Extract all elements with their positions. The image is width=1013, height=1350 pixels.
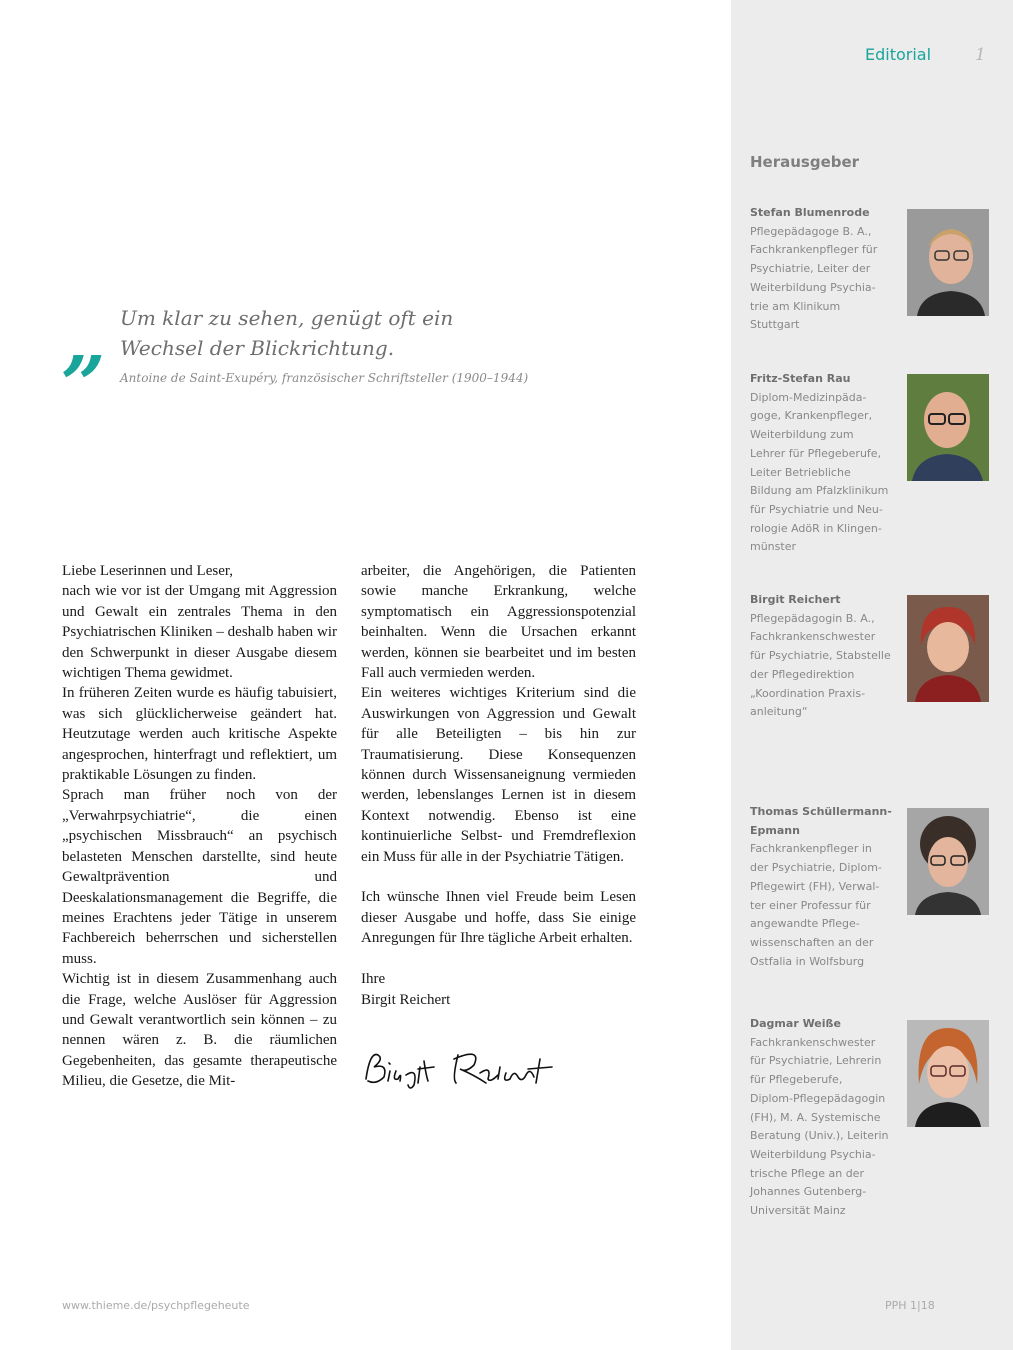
- editor-name: Stefan Blumenrode: [750, 206, 870, 219]
- paragraph: Sprach man früher noch von der „Verwahrpsychiatrie“, die einen „psychischen Missbrauch“ an psychisch belasteten Menschen darstellte, sind heute Gewaltprävention und Deeskalationsmanagement die Begriffe, die meines Erachtens jeder Tätige in unserem Fachbereich beherrschen und sicherstellen muss.: [62, 787, 337, 967]
- quote-mark-icon: „: [62, 295, 107, 386]
- editor-photo: [907, 595, 989, 702]
- quote-text: Um klar zu sehen, genügt oft ein Wechsel der Blickrichtung.: [120, 306, 454, 360]
- editor-name: Fritz-Stefan Rau: [750, 372, 851, 385]
- editor-description: Fachkrankenschwester für Psychiatrie, Lehrerin für Pflegeberufe, Diplom-Pflegepädagogin (FH), M. A. Systemische Beratung (Univ.), Leiterin Weiterbildung Psychia- trische Pflege an der Johannes Gutenberg- Universität Mainz: [750, 1035, 889, 1218]
- quote-source: Antoine de Saint-Exupéry, französischer Schriftsteller (1900–1944): [120, 371, 529, 385]
- editor-description: Diplom-Medizinpäda- goge, Krankenpfleger, Weiterbildung zum Lehrer für Pflegeberufe, Leiter Betriebliche Bildung am Pfalzklinikum für Psychiatrie und Neu- rologie AdöR in Klingen- münster: [750, 390, 889, 554]
- salutation: Liebe Leserinnen und Leser,: [62, 563, 233, 579]
- paragraph: arbeiter, die Angehörigen, die Patienten sowie manche Erkrankung, welche symptomatisch ein Aggressionspotenzial beinhalten. Wenn die Ursachen erkannt werden, können sie bearbeitet und im besten Fall auch vermieden werden.: [361, 563, 636, 682]
- editors-heading: Herausgeber: [750, 153, 860, 171]
- editor-entry: [750, 1015, 900, 1221]
- paragraph: Ich wünsche Ihnen viel Freude beim Lesen dieser Ausgabe und hoffe, dass Sie einige Anregungen für Ihre tägliche Arbeit erhalten.: [361, 889, 636, 947]
- author-name: Birgit Reichert: [361, 991, 451, 1008]
- editor-photo: [907, 374, 989, 481]
- editor-description: Fachkrankenpfleger in der Psychiatrie, Diplom- Pflegewirt (FH), Verwal- ter einer Professur für angewandte Pflege- wissenschaften an der Ostfalia in Wolfsburg: [750, 842, 882, 968]
- editor-entry: [750, 803, 900, 971]
- editor-description: Pflegepädagoge B. A., Fachkrankenpfleger für Psychiatrie, Leiter der Weiterbildung Psychia- trie am Klinikum Stuttgart: [750, 224, 878, 332]
- letter-column-1: [62, 561, 337, 1092]
- editor-photo: [907, 1020, 989, 1127]
- editor-name: Thomas Schüllermann- Epmann: [750, 805, 892, 837]
- editor-photo: [907, 209, 989, 316]
- paragraph: In früheren Zeiten wurde es häufig tabuisiert, was sich glücklicherweise geändert hat. Heutzutage werden auch kritische Aspekte angesprochen, hinterfragt und reflektiert, um praktikable Lösungen zu finden.: [62, 685, 337, 784]
- signature-image: [362, 1045, 562, 1093]
- footer-issue: PPH 1|18: [885, 1299, 935, 1312]
- paragraph: Ein weiteres wichtiges Kriterium sind die Auswirkungen von Aggression und Gewalt für alle Beteiligten – bis hin zur Traumatisierung. Diese Konsequenzen können durch Wissensaneignung vermieden werden, lebenslanges Lernen ist in diesem Kontext notwendig. Ebenso ist eine kontinuierliche Selbst- und Fremdreflexion ein Muss für alle in der Psychiatrie Tätigen.: [361, 685, 636, 865]
- letter-column-2: [361, 561, 636, 1010]
- editor-photo: [907, 808, 989, 915]
- editor-description: Pflegepädagogin B. A., Fachkrankenschwester für Psychiatrie, Stabstelle der Pflegedirektion „Koordination Praxis- anleitung“: [750, 611, 891, 719]
- paragraph: Wichtig ist in diesem Zusammenhang auch die Frage, welche Auslöser für Aggression und Gewalt verantwortlich sein können – zu nennen wären z. B. die räumlichen Gegebenheiten, das gesamte therapeutische Milieu, die Gesetze, die Mit-: [62, 971, 337, 1090]
- editor-name: Birgit Reichert: [750, 593, 841, 606]
- editor-entry: [750, 370, 900, 557]
- editor-name: Dagmar Weiße: [750, 1017, 841, 1030]
- footer-url[interactable]: www.thieme.de/psychpflegeheute: [62, 1299, 250, 1312]
- section-title: Editorial: [865, 45, 932, 64]
- closing: Ihre: [361, 971, 386, 988]
- editor-entry: [750, 591, 900, 722]
- paragraph: nach wie vor ist der Umgang mit Aggression und Gewalt ein zentrales Thema in den Psychiatrischen Kliniken – deshalb haben wir den Schwerpunkt in dieser Ausgabe diesem wichtigen Thema gewidmet.: [62, 583, 337, 682]
- page-number: 1: [975, 45, 986, 65]
- editor-entry: [750, 204, 900, 335]
